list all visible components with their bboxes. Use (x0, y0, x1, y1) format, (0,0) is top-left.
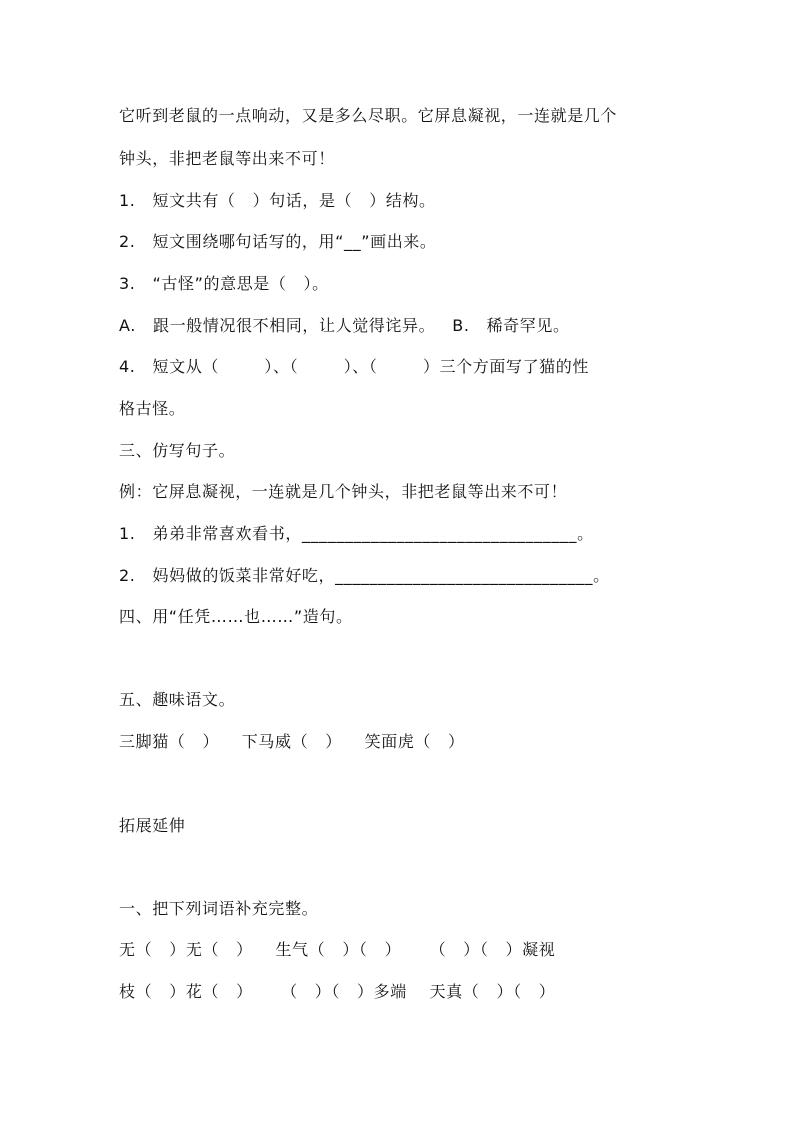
extension-row-1: 无（ ）无（ ） 生气（ ）（ ） （ ）（ ）凝视 (119, 940, 556, 959)
section-5-heading: 五、趣味语文。 (119, 690, 236, 709)
question-4-line-1: 4. 短文从（ ）、（ ）、（ ）三个方面写了猫的性 (119, 357, 589, 376)
question-1: 1. 短文共有（ ）句话，是（ ）结构。 (119, 191, 436, 210)
question-2: 2. 短文围绕哪句话写的，用“__”画出来。 (119, 232, 437, 251)
question-3: 3. “古怪”的意思是（ ）。 (119, 274, 329, 293)
section-3-example: 例：它屏息凝视，一连就是几个钟头，非把老鼠等出来不可！ (119, 482, 568, 501)
extension-title: 拓展延伸 (119, 816, 186, 835)
section-3-item-1: 1. 弟弟非常喜欢看书，________________________________。 (119, 524, 594, 543)
section-4-heading: 四、用“任凭……也……”造句。 (119, 607, 353, 626)
extension-heading: 一、把下列词语补充完整。 (119, 899, 319, 918)
section-3-heading: 三、仿写句子。 (119, 441, 236, 460)
passage-line-1: 它听到老鼠的一点响动，又是多么尽职。它屏息凝视，一连就是几个 (119, 106, 618, 125)
question-3-options: A. 跟一般情况很不相同，让人觉得诧异。 B. 稀奇罕见。 (119, 316, 570, 335)
passage-line-2: 钟头，非把老鼠等出来不可！ (119, 149, 335, 168)
extension-row-2: 枝（ ）花（ ） （ ）（ ）多端 天真（ ）（ ） (119, 982, 556, 1001)
section-3-item-2: 2. 妈妈做的饭菜非常好吃，______________________________。 (119, 566, 610, 585)
question-4-line-2: 格古怪。 (119, 399, 186, 418)
section-5-items: 三脚猫（ ） 下马威（ ） 笑面虎（ ） (119, 732, 465, 751)
